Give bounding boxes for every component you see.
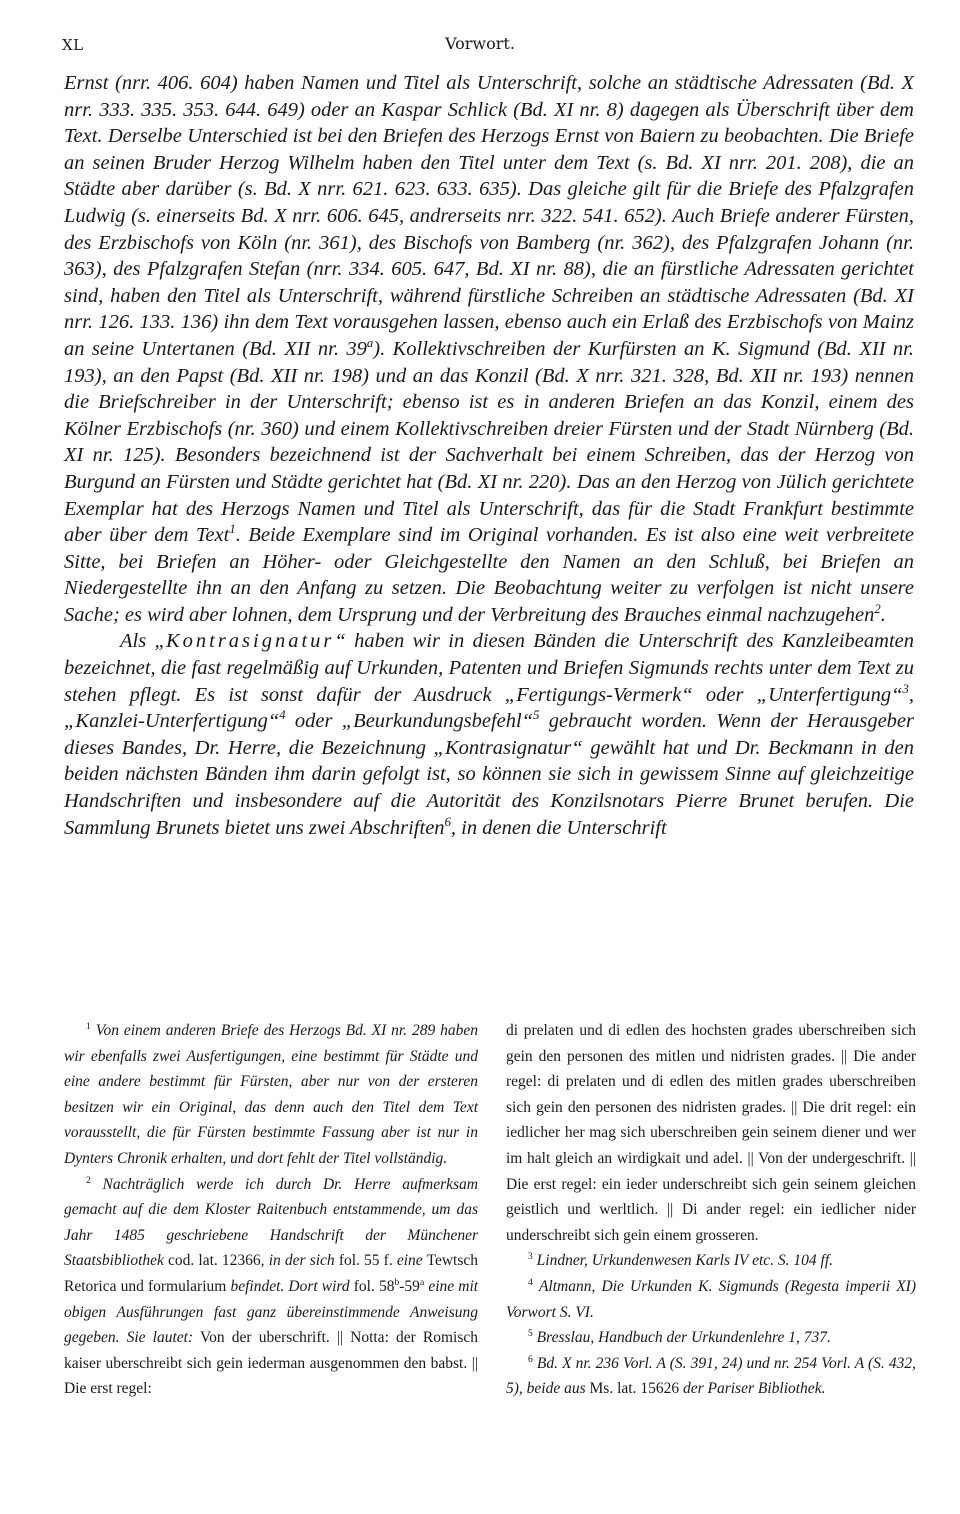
footnote-ref-2: 2	[874, 602, 881, 617]
footnote-ref-6: 6	[444, 814, 451, 829]
page-number: XL	[62, 36, 84, 54]
footnote-ref-5: 5	[533, 708, 540, 723]
footnote-ref-1: 1	[229, 522, 236, 537]
footnotes-right-column	[506, 1018, 916, 1402]
main-text	[64, 70, 914, 841]
footnote-ref-3: 3	[902, 681, 909, 696]
footnote-2-continuation: di prelaten und di edlen des hochsten grades uberschreiben sich gein den personen des mitlen und nidristen grades. || Die ander regel: di prelaten und di edlen des mitlen grades uberschreiben sich gein den personen des nidristen grades. || Die drit regel: ein iedlicher her mag sich uberschreiben gein seinem diener und wer im halt gleich an wirdigkait und adel. || Von der undergeschrift. || Die erst regel: ein ieder underschreibt sich gein seinem gleichen geistlich und werltlich. || Di ander regel: ein iedlicher nider underschreibt sich gein einem grosseren.	[506, 1022, 916, 1244]
footnote-4: $^4$ Altmann, Die Urkunden K. Sigmunds (Regesta imperii XI) Vorwort S. VI.	[506, 1276, 917, 1321]
paragraph-1: Ernst (nrr. 406. 604) haben Namen und Titel als Unterschrift, solche an städtische Adressaten (Bd. X nrr. 333. 335. 353. 644. 649) oder an Kaspar Schlick (Bd. XI nr. 8) dagegen als Überschrift über dem Text. Derselbe Unterschied ist bei den Briefen des Herzogs Ernst von Baiern zu beobachten. Die Briefe an seinen Bruder Herzog Wilhelm haben den Titel unter dem Text (s. Bd. XI nrr. 201. 208), die an Städte aber darüber (s. Bd. X nrr. 621. 623. 633. 635). Das gleiche gilt für die Briefe des Pfalzgrafen Ludwig (s. einerseits Bd. X nrr. 606. 645, andrerseits nrr. 322. 541. 652). Auch Briefe anderer Fürsten, des Erzbischofs von Köln (nr. 361), des Bischofs von Bamberg (nr. 362), des Pfalzgrafen Johann (nr. 363), des Pfalzgrafen Stefan (nrr. 334. 605. 647, Bd. XI nr. 88), die an fürstliche Adressaten gerichtet sind, haben den Titel als Unterschrift, während fürstliche Schreiben an städtische Adressaten (Bd. XI nrr. 126. 133. 136) ihn dem Text vorausgehen lassen, ebenso auch ein Erlaß des Erzbischofs von Mainz an seine Untertanen (Bd. XII nr. 39$^a$). Kollektivschreiben der Kurfürsten an K. Sigmund (Bd. XII nr. 193), an den Papst (Bd. XII nr. 198) und an das Konzil (Bd. X nrr. 321. 328, Bd. XII nr. 193) nennen die Briefschreiber in der Unterschrift; ebenso ist es in anderen Briefen an das Konzil, einem des Kölner Erzbischofs (nr. 360) und einem Kollektivschreiben dreier Fürsten und der Stadt Nürnberg (Bd. XI nr. 125). Besonders bezeichnend ist der Sachverhalt bei einem Schreiben, das der Herzog von Burgund an Fürsten und Städte gerichtet hat (Bd. XI nr. 220). Das an den Herzog von Jülich gerichtete Exemplar hat des Herzogs Namen und Titel als Unterschrift, das für die Stadt Frankfurt bestimmte aber über dem Text$^1$. Beide Exemplare sind im Original vorhanden. Es ist also eine weit verbreitete Sitte, bei Briefen an Höher- oder Gleichgestellte den Namen an den Schluß, bei Briefen an Niedergestellte ihn an den Anfang zu setzen. Die Beobachtung weiter zu verfolgen ist nicht unsere Sache; es wird aber lohnen, dem Ursprung und der Verbreitung des Brauches einmal nachzugehen$^2$.	[64, 72, 914, 626]
superscript-a: a	[366, 336, 374, 351]
footnote-ref-4: 4	[279, 708, 286, 723]
running-title: Vorwort.	[445, 34, 515, 53]
paragraph-2: Als „Kontrasignatur“ haben wir in diesen Bänden die Unterschrift des Kanzleibeamten bezeichnet, die fast regelmäßig auf Urkunden, Patenten und Briefen Sigmunds rechts unter dem Text zu stehen pflegt. Es ist sonst dafür der Ausdruck „Fertigungs-Vermerk“ oder „Unterfertigung“$^3$, „Kanzlei-Unterfertigung“$^4$ oder „Beurkundungsbefehl“$^5$ gebraucht worden. Wenn der Herausgeber dieses Bandes, Dr. Herre, die Bezeichnung „Kontrasignatur“ gewählt hat und Dr. Beckmann in den beiden nächsten Bänden ihm darin gefolgt ist, so können sie sich in gewissem Sinne auf gleichzeitige Handschriften und insbesondere auf die Autorität des Konzilsnotars Pierre Brunet berufen. Die Sammlung Brunets bietet uns zwei Abschriften$^6$, in denen die Unterschrift	[64, 630, 914, 839]
footnote-3: $^3$ Lindner, Urkundenwesen Karls IV etc. S. 104 ff.	[528, 1251, 834, 1270]
footnote-2: $^2$ Nachträglich werde ich durch Dr. Herre aufmerksam gemacht auf die dem Kloster Raitenbuch entstammende, um das Jahr 1485 geschriebene Handschrift der Münchener Staatsbibliothek cod. lat. 12366, in der sich fol. 55 f. eine Tewtsch Retorica und formularium befindet. Dort wird fol. 58$^b$-59$^a$ eine mit obigen Ausführungen fast ganz übereinstimmende Anweisung gegeben. Sie lautet: Von der uberschrift. || Notta: der Romisch kaiser uberschreibt sich gein iederman ausgenommen den babst. || Die erst regel:	[64, 1174, 479, 1398]
footnote-6: $^6$ Bd. X nr. 236 Vorl. A (S. 391, 24) und nr. 254 Vorl. A (S. 432, 5), beide aus Ms. lat. 15626 der Pariser Bibliothek.	[506, 1353, 917, 1398]
spaced-term: Kontrasignatur	[165, 630, 335, 653]
footnote-5: $^5$ Bresslau, Handbuch der Urkundenlehre 1, 737.	[528, 1327, 831, 1347]
footnote-1: $^1$ Von einem anderen Briefe des Herzogs Bd. XI nr. 289 haben wir ebenfalls zwei Ausfertigungen, eine bestimmt für Städte und eine andere bestimmt für Fürsten, aber nur von der ersteren besitzen wir ein Original, das denn auch den Titel dem Text vorausstellt, die für Fürsten bestimmte Fassung aber ist nur in Dynters Chronik erhalten, und dort fehlt der Titel vollständig.	[64, 1020, 478, 1167]
footnotes-left-column	[64, 1018, 478, 1402]
